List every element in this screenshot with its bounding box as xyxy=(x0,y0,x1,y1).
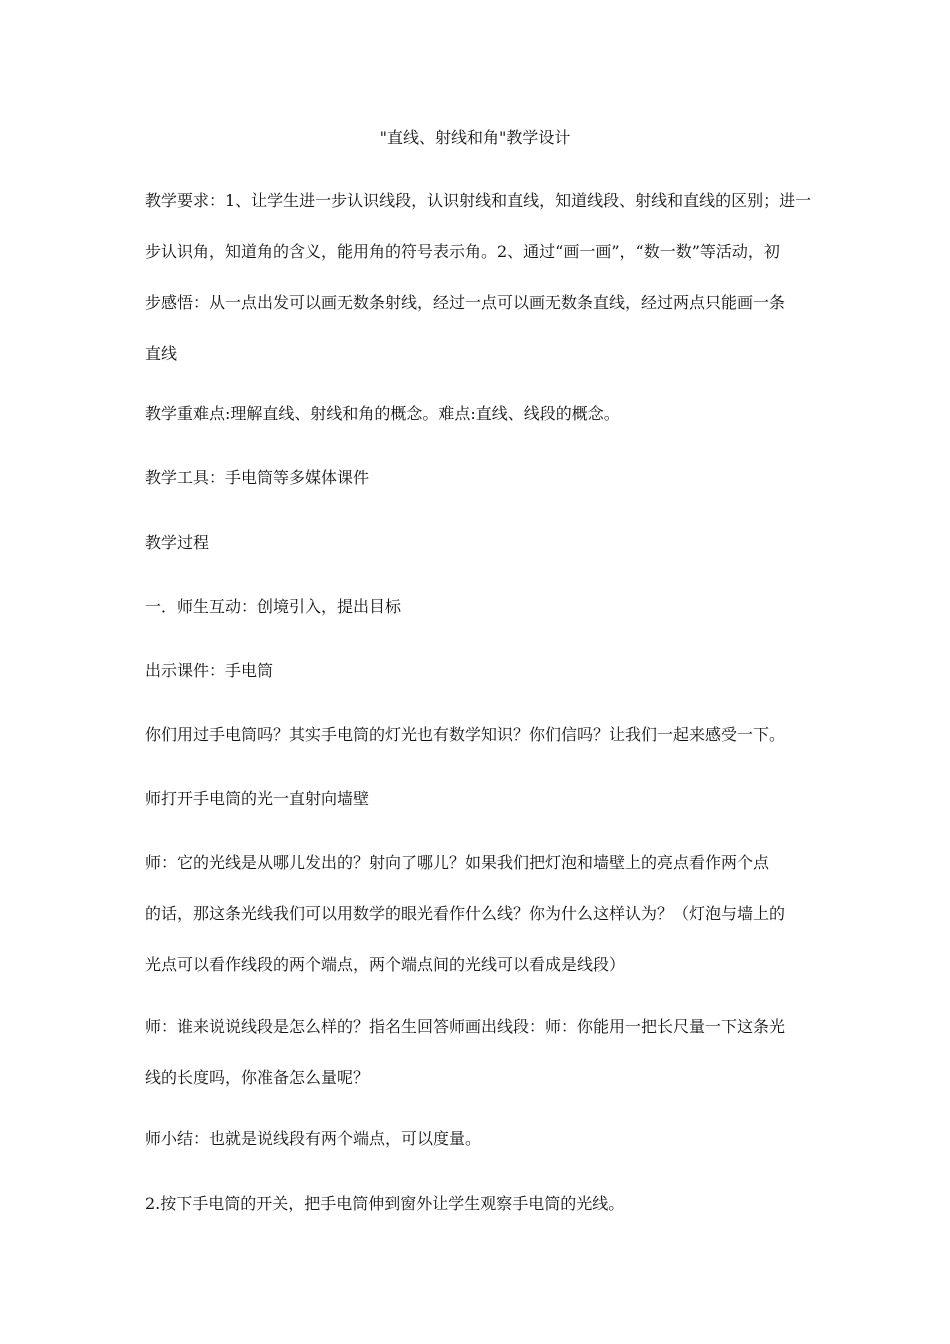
paragraph-flashlight xyxy=(145,787,815,811)
text-line: 直线 xyxy=(145,344,178,363)
text-line: 2.按下手电筒的开关，把手电筒伸到窗外让学生观察手电筒的光线。 xyxy=(145,1194,625,1213)
text-line: 师：它的光线是从哪儿发出的？射向了哪儿？如果我们把灯泡和墙壁上的亮点看作两个点 xyxy=(145,853,770,872)
text-line: 教学重难点:理解直线、射线和角的概念。难点:直线、线段的概念。 xyxy=(145,404,620,423)
paragraph-teacher-segment xyxy=(145,1015,815,1090)
text-line: 师打开手电筒的光一直射向墙壁 xyxy=(145,789,370,808)
text-line: 师：谁来说说线段是怎么样的？指名生回答师画出线段：师：你能用一把长尺量一下这条光 xyxy=(145,1017,786,1036)
paragraph-question xyxy=(145,723,815,747)
paragraph-teaching-tools xyxy=(145,466,815,490)
paragraph-teacher-summary xyxy=(145,1127,815,1151)
document-title: "直线、射线和角"教学设计 xyxy=(379,128,571,147)
text-line: 出示课件：手电筒 xyxy=(145,661,274,680)
text-line: 一．师生互动：创境引入，提出目标 xyxy=(145,597,402,616)
paragraph-show-courseware xyxy=(145,659,815,683)
paragraph-teaching-requirements xyxy=(145,189,815,366)
text-line: 教学要求：1、让学生进一步认识线段，认识射线和直线，知道线段、射线和直线的区别；进一 xyxy=(145,191,812,210)
text-line: 步认识角，知道角的含义，能用角的符号表示角。2、通过“画一画”，“数一数”等活动，初 xyxy=(145,242,780,261)
text-line: 光点可以看作线段的两个端点，两个端点间的光线可以看成是线段） xyxy=(145,955,626,974)
text-line: 教学工具：手电筒等多媒体课件 xyxy=(145,468,370,487)
text-line: 的话，那这条光线我们可以用数学的眼光看作什么线？你为什么这样认为？（灯泡与墙上的 xyxy=(145,904,786,923)
text-line: 你们用过手电筒吗？其实手电筒的灯光也有数学知识？你们信吗？让我们一起来感受一下。 xyxy=(145,725,786,744)
text-line: 教学过程 xyxy=(145,533,210,552)
text-line: 步感悟：从一点出发可以画无数条射线，经过一点可以画无数条直线，经过两点只能画一条 xyxy=(145,293,786,312)
paragraph-step-two xyxy=(145,1192,815,1216)
text-line: 师小结：也就是说线段有两个端点，可以度量。 xyxy=(145,1129,482,1148)
paragraph-key-points xyxy=(145,402,815,426)
text-line: 线的长度吗，你准备怎么量呢？ xyxy=(145,1068,370,1087)
paragraph-section-one xyxy=(145,595,815,619)
paragraph-teacher-light xyxy=(145,851,815,977)
paragraph-teaching-process xyxy=(145,531,815,555)
